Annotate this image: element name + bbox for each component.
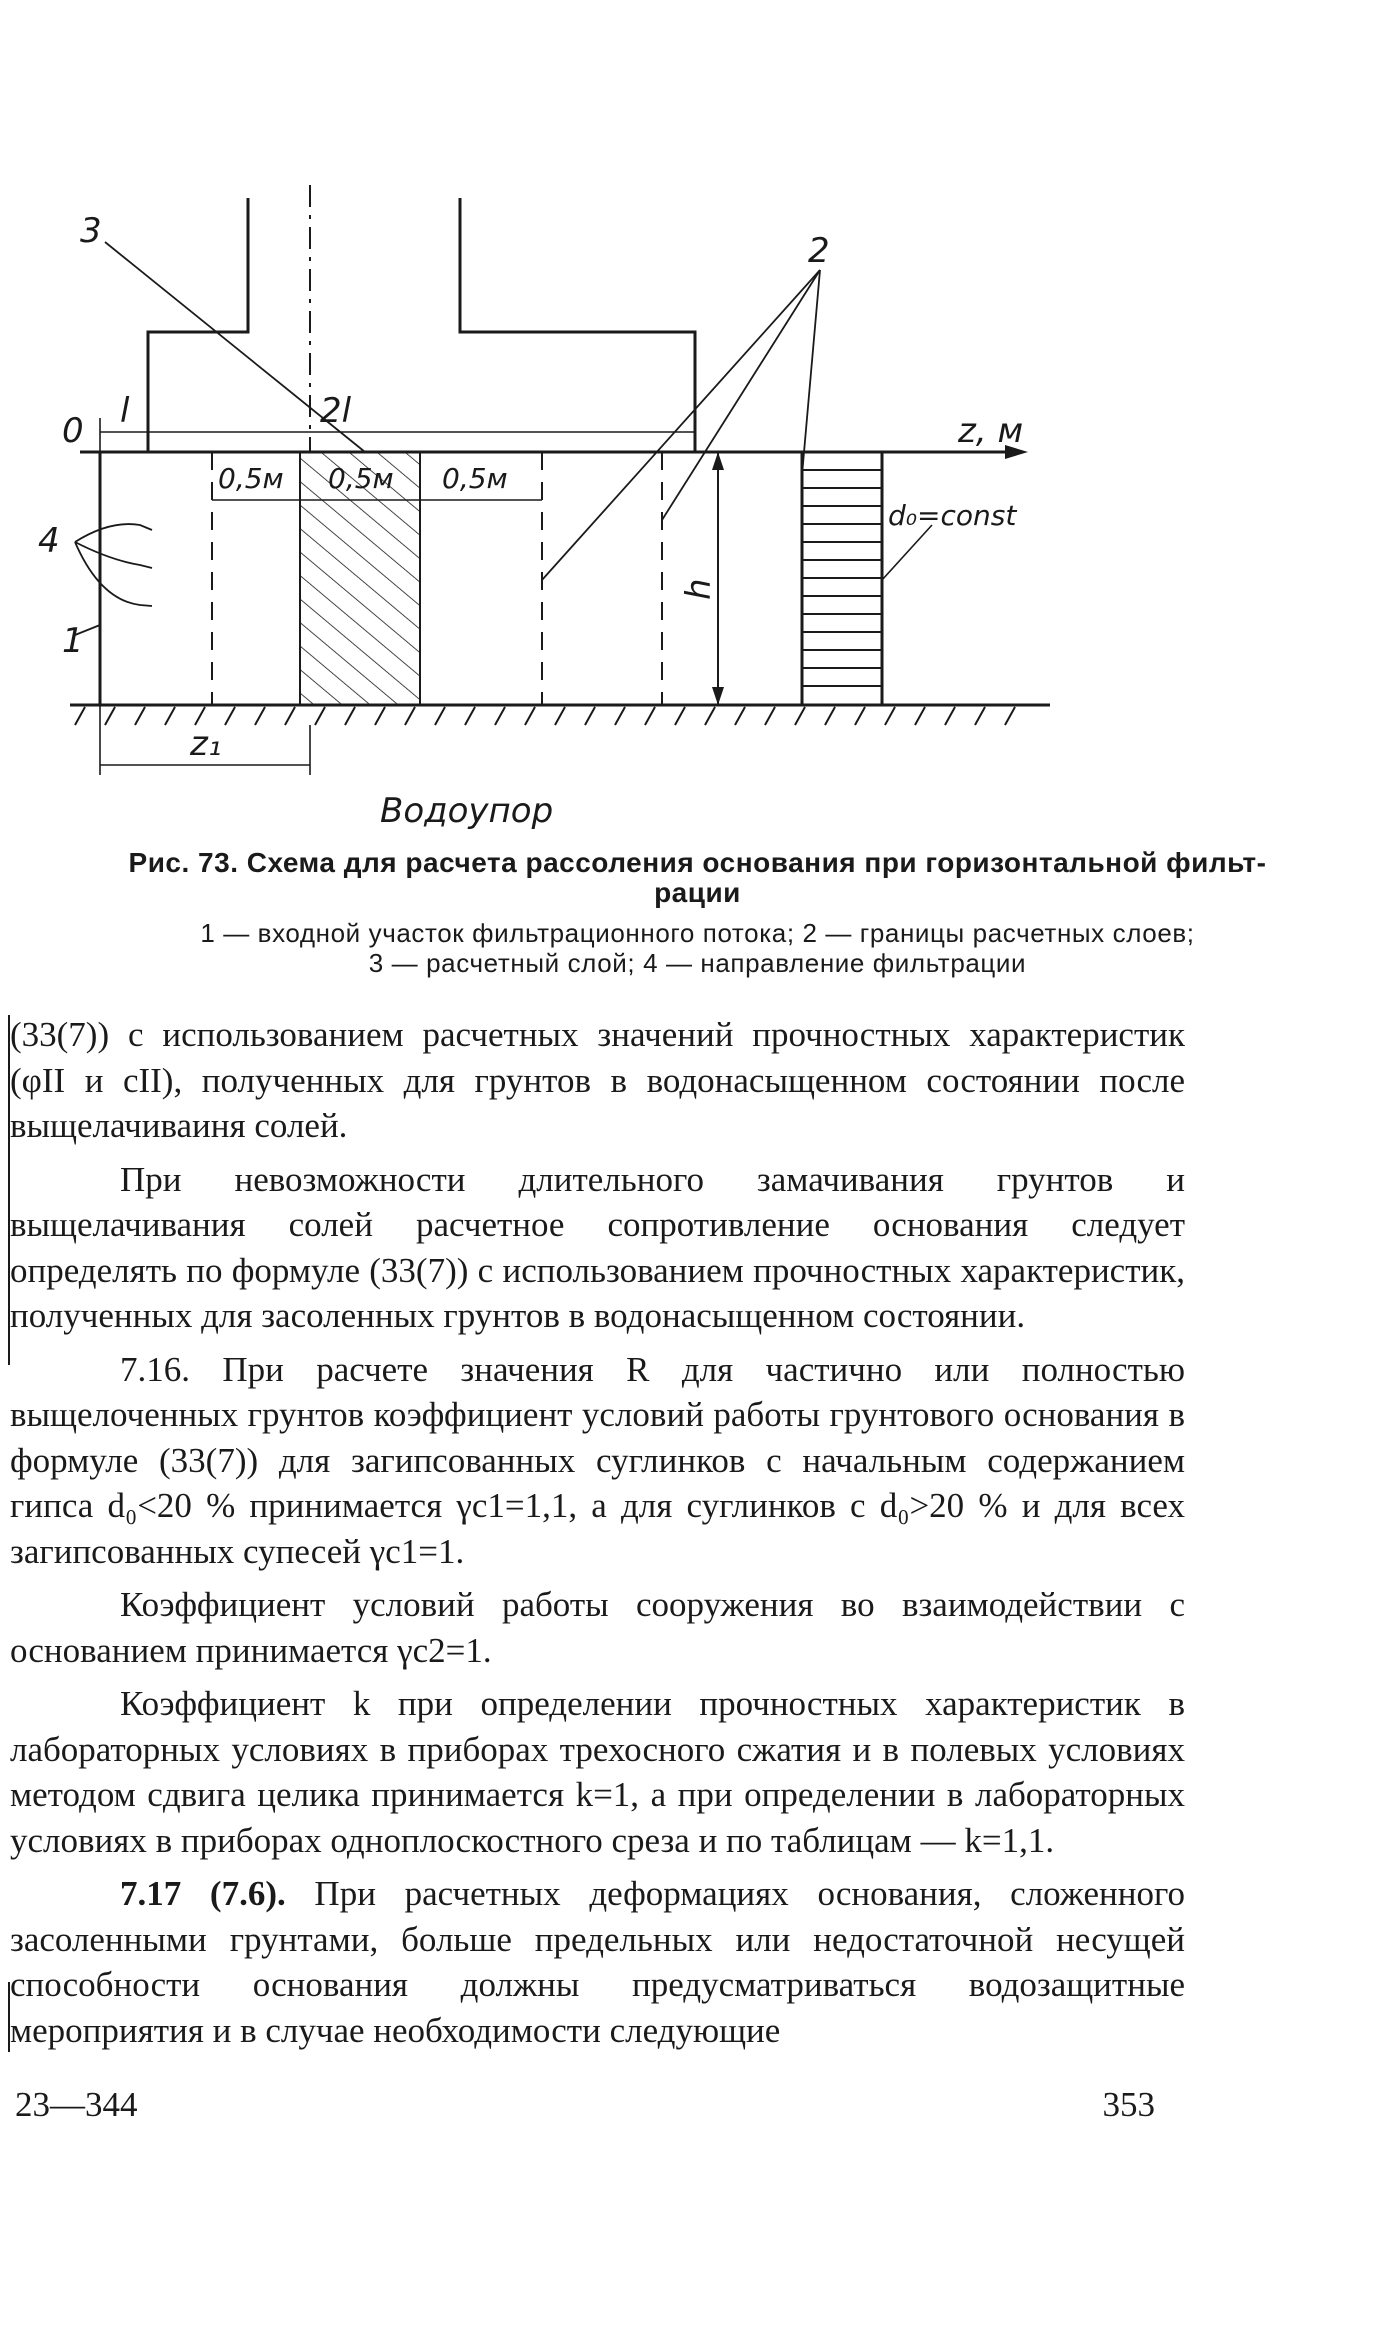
section-number: 7.17 (7.6). [120, 1874, 286, 1913]
label-origin: 0 [62, 411, 84, 451]
aquitard-hatching [75, 707, 1015, 725]
page-number: 353 [1102, 2085, 1155, 2124]
d0-const-bars [802, 452, 882, 705]
paragraph-5: Коэффициент k при определении прочностных характеристик в лабораторных условиях в приборах трехосного сжатия и в полевых условиях методом сдвига целика принимается k=1, а при определении в лабораторных условиях в приборах одноплоскостного среза и по таблицам — k=1,1. [10, 1684, 1185, 1860]
filtration-scheme-figure [38, 180, 1140, 840]
h-arrow-top [712, 452, 724, 470]
label-width-3: 0,5м [442, 462, 508, 495]
body-text [10, 1012, 1185, 2061]
caption-title-line-1: Рис. 73. Схема для расчета рассоления основания при горизонтальной фильт- [128, 847, 1267, 878]
footer-signature: 23—344 [15, 2085, 138, 2124]
label-2l: 2l [320, 391, 352, 431]
paragraph-2: При невозможности длительного замачивания грунтов и выщелачивания солей расчетное сопротивление основания следует определять по формуле (33(7)) с использованием прочностных характеристик, полученных для засоленных грунтов в водонасыщенном состоянии. [10, 1159, 1185, 1335]
label-width-2: 0,5м [328, 462, 394, 495]
figure-legend [0, 918, 1395, 978]
label-callout-2: 2 [808, 231, 830, 271]
label-callout-1: 1 [62, 621, 84, 661]
leader-d0 [882, 525, 932, 580]
label-width-1: 0,5м [218, 462, 284, 495]
figure-caption-title [0, 848, 1395, 908]
label-aquitard: Водоупор [380, 791, 554, 831]
label-d0-const: d₀=const [888, 499, 1017, 532]
label-z1: z₁ [190, 724, 222, 764]
flow-direction-arrows [75, 524, 152, 606]
h-arrow-bottom [712, 687, 724, 705]
caption-title-line-2: рации [654, 877, 741, 908]
label-callout-3: 3 [80, 211, 102, 251]
paragraph-6 [10, 1871, 1185, 2053]
label-z-axis: z, м [958, 411, 1024, 451]
foundation-outline [148, 198, 695, 452]
paragraph-1: (33(7)) с использованием расчетных значений прочностных характеристик (φII и cII), полученных для грунтов в водонасыщенном состоянии после выщелачиваиня солей. [10, 1015, 1185, 1145]
paragraph-3: 7.16. При расчете значения R для частично или полностью выщелоченных грунтов коэффициент условий работы грунтового основания в формуле (33(7)) для загипсованных суглинков с начальным содержанием гипса d₀<20 % принимается γc1=1,1, а для суглинков с d₀>20 % и для всех загипсованных супесей γc1=1. [10, 1349, 1185, 1571]
legend-line-1: 1 — входной участок фильтрационного потока; 2 — границы расчетных слоев; [200, 918, 1195, 948]
label-h: h [679, 578, 719, 600]
label-callout-4: 4 [38, 521, 60, 561]
paragraph-4: Коэффициент условий работы сооружения во взаимодействии с основанием принимается γc2=1. [10, 1585, 1185, 1670]
legend-line-2: 3 — расчетный слой; 4 — направление фильтрации [368, 948, 1027, 978]
label-l: l [120, 391, 130, 431]
leader-2 [542, 270, 820, 580]
paragraph-6-text: При расчетных деформациях основания, сложенного засоленными грунтами, больше предельных или недостаточной несущей способности основания должны предусматриваться водозащитные мероприятия и в случае необходимости следующие [10, 1874, 1185, 2050]
